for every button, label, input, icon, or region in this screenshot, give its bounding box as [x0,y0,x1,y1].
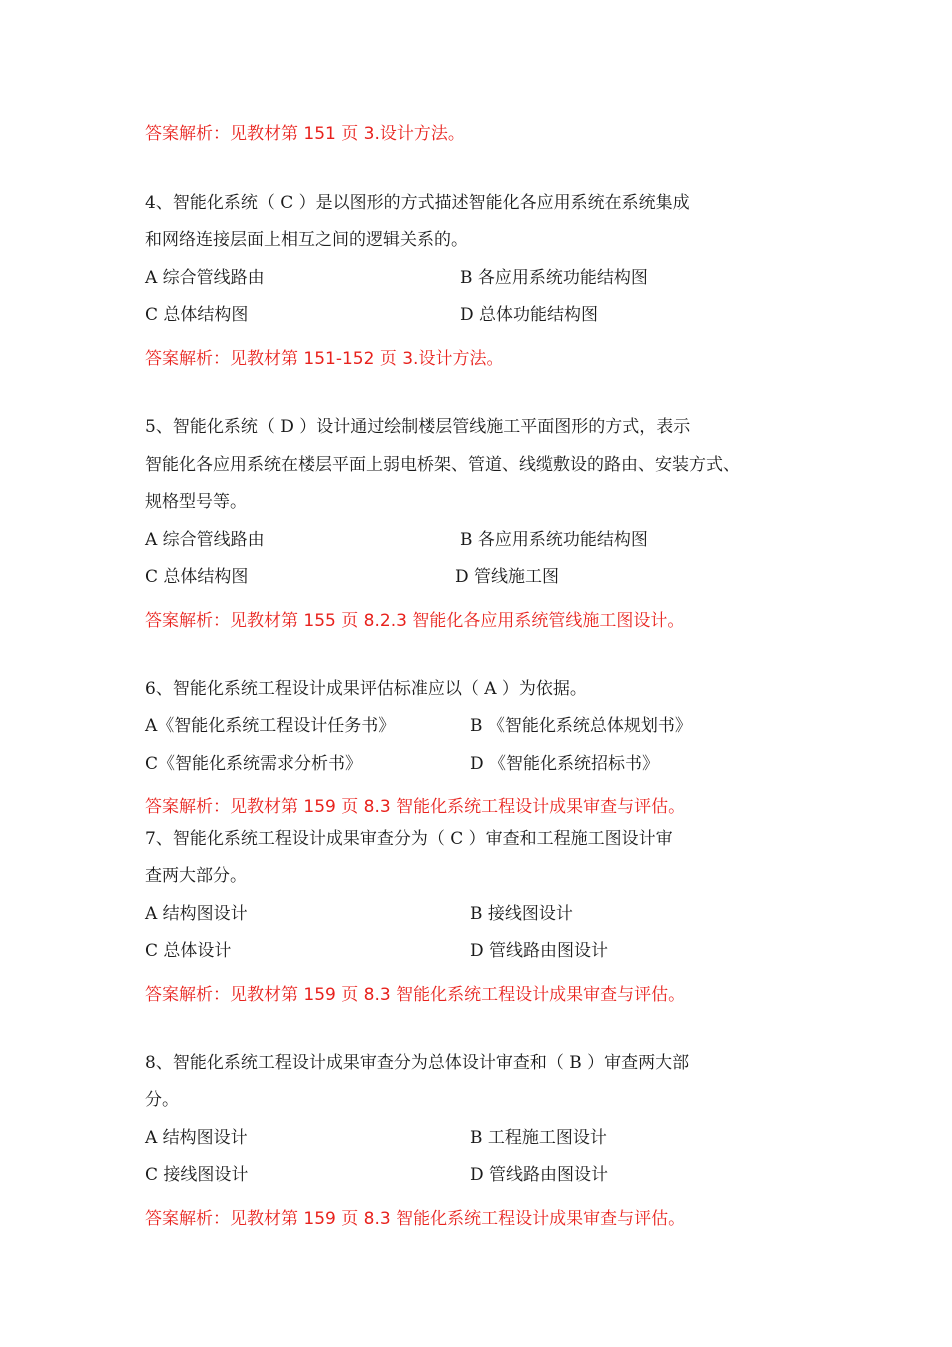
question-8-option-d: D 管线路由图设计 [470,1165,609,1185]
question-5-text: 5、智能化系统（ D ）设计通过绘制楼层管线施工平面图形的方式，表示 [145,417,691,437]
answer-explanation-q8: 答案解析：见教材第 159 页 8.3 智能化系统工程设计成果审查与评估。 [145,1209,686,1229]
answer-explanation-q4: 答案解析：见教材第 151-152 页 3.设计方法。 [145,349,504,369]
question-4-option-b: B 各应用系统功能结构图 [460,268,648,288]
answer-explanation-q3: 答案解析：见教材第 151 页 3.设计方法。 [145,124,465,144]
question-5-option-a: A 综合管线路由 [145,530,265,550]
question-6-option-a: A《智能化系统工程设计任务书》 [145,716,396,736]
answer-explanation-q5: 答案解析：见教材第 155 页 8.2.3 智能化各应用系统管线施工图设计。 [145,611,685,631]
answer-explanation-q6: 答案解析：见教材第 159 页 8.3 智能化系统工程设计成果审查与评估。 [145,797,686,817]
question-8-option-c: C 接线图设计 [145,1165,249,1185]
question-8-text-cont: 分。 [145,1090,179,1110]
question-8-option-a: A 结构图设计 [145,1128,248,1148]
question-7-text-cont: 查两大部分。 [145,866,247,886]
question-7-option-c: C 总体设计 [145,941,232,961]
question-4-option-a: A 综合管线路由 [145,268,265,288]
question-6-option-d: D 《智能化系统招标书》 [470,754,660,774]
question-4-option-c: C 总体结构图 [145,305,249,325]
question-4-text: 4、智能化系统（ C ）是以图形的方式描述智能化各应用系统在系统集成 [145,193,690,213]
question-5-option-d: D 管线施工图 [455,567,560,587]
question-6-option-c: C《智能化系统需求分析书》 [145,754,363,774]
question-5-option-b: B 各应用系统功能结构图 [460,530,648,550]
question-7-option-a: A 结构图设计 [145,904,248,924]
question-5-text-cont-2: 规格型号等。 [145,492,247,512]
question-7-option-d: D 管线路由图设计 [470,941,609,961]
question-4-text-cont: 和网络连接层面上相互之间的逻辑关系的。 [145,230,468,250]
question-7-text: 7、智能化系统工程设计成果审查分为（ C ）审查和工程施工图设计审 [145,829,673,849]
question-5-text-cont: 智能化各应用系统在楼层平面上弱电桥架、管道、线缆敷设的路由、安装方式、 [145,455,740,475]
question-6-option-b: B 《智能化系统总体规划书》 [470,716,692,736]
answer-explanation-q7: 答案解析：见教材第 159 页 8.3 智能化系统工程设计成果审查与评估。 [145,985,686,1005]
question-8-option-b: B 工程施工图设计 [470,1128,607,1148]
question-4-option-d: D 总体功能结构图 [460,305,599,325]
question-5-option-c: C 总体结构图 [145,567,249,587]
question-8-text: 8、智能化系统工程设计成果审查分为总体设计审查和（ B ）审查两大部 [145,1053,690,1073]
question-6-text: 6、智能化系统工程设计成果评估标准应以（ A ）为依据。 [145,679,587,699]
question-7-option-b: B 接线图设计 [470,904,573,924]
